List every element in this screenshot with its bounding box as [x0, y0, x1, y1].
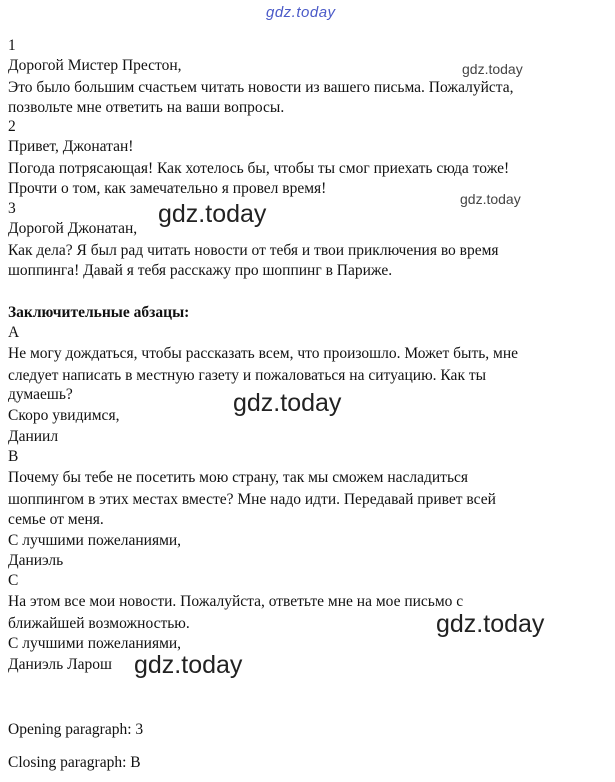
watermark: gdz.today — [233, 389, 342, 417]
watermark-top: gdz.today — [266, 4, 336, 21]
closing-c-letter: C — [8, 572, 19, 589]
watermark: gdz.today — [460, 191, 521, 207]
closing-b-text-line: семье от меня. — [8, 511, 104, 528]
closing-b-signoff: С лучшими пожеланиями, — [8, 532, 182, 549]
opening-1-number: 1 — [8, 37, 16, 54]
watermark: gdz.today — [462, 61, 523, 77]
closing-b-text-line: шоппингом в этих местах вместе? Мне надо идти. Передавай привет всей — [8, 491, 496, 508]
opening-1-text-line: позвольте мне ответить на ваши вопросы. — [8, 99, 285, 116]
closing-c-signoff: С лучшими пожеланиями, — [8, 635, 182, 652]
closing-a-text-line: думаешь? — [8, 386, 73, 403]
opening-3-text-line: Как дела? Я был рад читать новости от тебя и твои приключения во время — [8, 242, 499, 259]
closing-a-signoff: Скоро увидимся, — [8, 407, 120, 424]
opening-3-text-line: шоппинга! Давай я тебя расскажу про шоппинг в Париже. — [8, 262, 393, 279]
answer-closing: Closing paragraph: B — [8, 754, 141, 771]
closing-c-text-line: На этом все мои новости. Пожалуйста, ответьте мне на мое письмо с — [8, 593, 464, 610]
closing-c-text-line: ближайшей возможностью. — [8, 615, 190, 632]
closing-b-letter: B — [8, 448, 19, 465]
answer-opening: Opening paragraph: 3 — [8, 721, 144, 738]
opening-3-greeting: Дорогой Джонатан, — [8, 220, 138, 237]
opening-2-number: 2 — [8, 118, 16, 135]
closing-a-text-line: Не могу дождаться, чтобы рассказать всем, что произошло. Может быть, мне — [8, 345, 519, 362]
closing-a-text-line: следует написать в местную газету и пожаловаться на ситуацию. Как ты — [8, 367, 487, 384]
closing-b-text-line: Почему бы тебе не посетить мою страну, так мы сможем насладиться — [8, 469, 469, 486]
opening-1-text-line: Это было большим счастьем читать новости из вашего письма. Пожалуйста, — [8, 79, 514, 96]
closing-c-signature: Даниэль Ларош — [8, 656, 112, 673]
closing-b-signature: Даниэль — [8, 552, 64, 569]
watermark: gdz.today — [436, 610, 545, 638]
opening-2-text-line: Прочти о том, как замечательно я провел время! — [8, 180, 327, 197]
closing-a-signature: Даниил — [8, 428, 59, 445]
watermark: gdz.today — [158, 200, 267, 228]
closings-heading: Заключительные абзацы: — [8, 304, 190, 321]
closing-a-letter: A — [8, 324, 20, 341]
opening-1-greeting: Дорогой Мистер Престон, — [8, 57, 182, 74]
opening-3-number: 3 — [8, 200, 16, 217]
opening-2-greeting: Привет, Джонатан! — [8, 138, 134, 155]
watermark: gdz.today — [134, 651, 243, 679]
opening-2-text-line: Погода потрясающая! Как хотелось бы, чтобы ты смог приехать сюда тоже! — [8, 160, 510, 177]
